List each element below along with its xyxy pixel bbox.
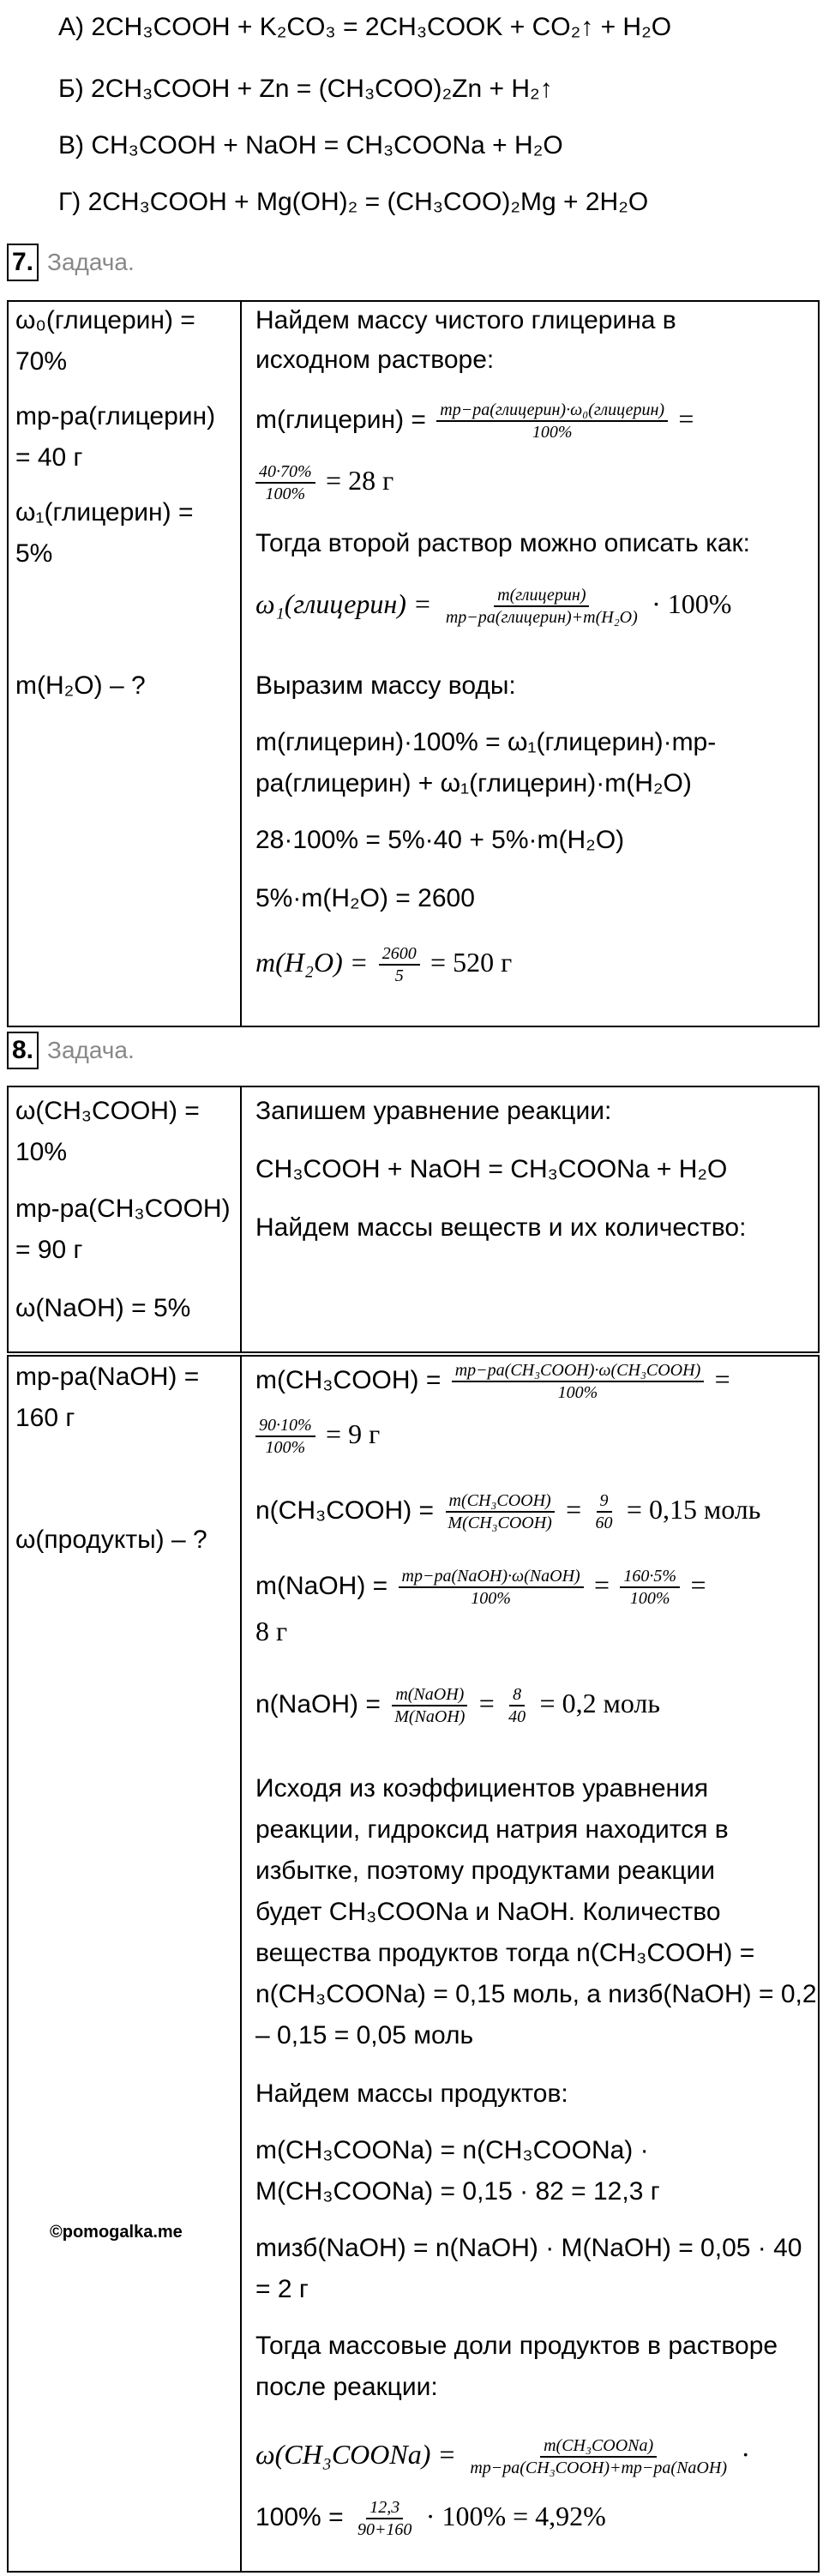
paragraph-line: – 0,15 = 0,05 моль xyxy=(255,2021,474,2049)
numerator: mр−ра(CH₃COOH)·ω(CH₃COOH) xyxy=(452,1360,705,1382)
result: 8 г xyxy=(255,1616,288,1646)
formula-tail: · xyxy=(741,2438,750,2470)
watermark: ©pomogalka.me xyxy=(50,2223,183,2242)
given-mass-naoh: mр-ра(NaOH) = xyxy=(15,1363,200,1391)
given-column xyxy=(9,302,242,1026)
reaction-b: Б) 2CH₃COOH + Zn = (CH₃COO)₂Zn + H₂↑ xyxy=(58,75,553,103)
denominator: 100% xyxy=(265,485,306,503)
fraction xyxy=(255,461,315,504)
solution-line: исходном растворе: xyxy=(255,346,495,374)
solution-line: Найдем массы веществ и их количество: xyxy=(255,1213,747,1242)
equals: = xyxy=(678,402,694,434)
formula-mass-glycerin xyxy=(255,400,694,442)
solution-line: Тогда второй раствор можно описать как: xyxy=(255,529,751,557)
denominator: M(NaOH) xyxy=(394,1707,466,1726)
fraction xyxy=(255,1415,315,1458)
denominator: 100% xyxy=(629,1589,670,1608)
reaction-g: Г) 2CH₃COOH + Mg(OH)₂ = (CH₃COO)₂Mg + 2H₂O xyxy=(58,188,649,216)
result: = 0,2 моль xyxy=(539,1687,660,1718)
solution-line: M(CH₃COONa) = 0,15 · 82 = 12,3 г xyxy=(255,2177,660,2206)
result: = 9 г xyxy=(326,1417,381,1449)
formula-lhs: n(NaOH) = xyxy=(255,1689,381,1718)
solution-line: 28·100% = 5%·40 + 5%·m(H₂O) xyxy=(255,826,625,854)
reaction-a: А) 2CH₃COOH + K₂CO₃ = 2CH₃COOK + CO₂↑ + H₂O xyxy=(58,13,672,41)
formula-n-acid: n(CH₃COOH) = $\frac{\text{m(CH₃COOH)}}{\text{M(CH₃COOH)}}$ = $\frac{9}{60}$ = 0,15 моль xyxy=(255,1491,761,1532)
given-w-acid: ω(CH₃COOH) = xyxy=(15,1097,200,1125)
denominator: M(CH₃COOH) xyxy=(448,1514,552,1532)
paragraph-line: избытке, поэтому продуктами реакции xyxy=(255,1857,716,1885)
given-mass-naoh-value: 160 г xyxy=(15,1404,75,1432)
fraction xyxy=(452,1360,705,1403)
formula-mass-acid-result xyxy=(255,1415,380,1458)
numerator: 160·5% xyxy=(620,1566,680,1588)
denominator: 100% xyxy=(265,1438,306,1457)
formula-tail: · 100% xyxy=(652,587,732,619)
solution-line: Найдем массу чистого глицерина в xyxy=(255,306,676,334)
fraction xyxy=(354,2497,416,2540)
given-mass-value: = 40 г xyxy=(15,443,83,472)
denominator: mр−ра(глицерин)+m(H₂O) xyxy=(445,608,638,627)
result: = 0,15 моль xyxy=(626,1493,761,1525)
denominator: 100% xyxy=(532,423,573,442)
given-mass-acid-value: = 90 г xyxy=(15,1236,83,1264)
paragraph-line: Исходя из коэффициентов уравнения xyxy=(255,1774,709,1803)
formula-w-product xyxy=(255,2435,750,2478)
given-w1: ω₁(глицерин) = xyxy=(15,498,194,527)
numerator: m(глицерин) xyxy=(494,585,589,607)
formula-mass-naoh: m(NaOH) = $\frac{\text{mр−ра(NaOH)·ω(NaOH)}}{100\%}$ = $\frac{160\cdot 5\%}{100\%}$ = xyxy=(255,1567,706,1608)
find: ω(продукты) – ? xyxy=(15,1526,207,1554)
solution-line: = 2 г xyxy=(255,2275,309,2303)
fraction xyxy=(505,1684,529,1727)
numerator: 9 xyxy=(597,1490,612,1513)
formula-w-product-result xyxy=(255,2497,606,2540)
numerator: m(NaOH) xyxy=(392,1684,467,1706)
given-w0: ω₀(глицерин) = xyxy=(15,306,195,334)
formula-water-mass xyxy=(255,943,512,986)
task-7-header xyxy=(7,243,135,282)
denominator: mр−ра(CH₃COOH)+mр−ра(NaOH) xyxy=(470,2459,727,2477)
numerator: m(CH₃COOH) xyxy=(446,1490,555,1513)
formula-lhs: m(H₂O) = xyxy=(255,946,369,978)
given-column xyxy=(9,1357,242,2571)
reaction-equation: CH₃COOH + NaOH = CH₃COONa + H₂O xyxy=(255,1155,728,1183)
denominator: 40 xyxy=(508,1707,526,1726)
solution-column xyxy=(242,1357,818,2571)
result: = 520 г xyxy=(430,946,513,978)
numerator: mр−ра(NaOH)·ω(NaOH) xyxy=(399,1566,584,1588)
denominator: 60 xyxy=(595,1514,613,1532)
formula-mass-result xyxy=(255,461,393,504)
given-mass: mр-ра(глицерин) xyxy=(15,402,216,430)
solution-column xyxy=(242,302,818,1026)
task-8-table-1 xyxy=(7,1086,820,1353)
task-number: 7. xyxy=(7,244,39,281)
given-w-naoh: ω(NaOH) = 5% xyxy=(15,1294,191,1322)
formula-mass-acid xyxy=(255,1360,730,1403)
task-number: 8. xyxy=(7,1032,39,1069)
numerator: 12,3 xyxy=(366,2497,403,2519)
fraction xyxy=(399,1566,584,1609)
numerator: mр−ра(глицерин)·ω₀(глицерин) xyxy=(436,400,668,422)
given-w1-value: 5% xyxy=(15,539,53,568)
result: = 28 г xyxy=(326,464,394,496)
numerator: 40·70% xyxy=(255,461,315,484)
fraction xyxy=(436,400,668,442)
find: m(H₂O) – ? xyxy=(15,671,146,700)
solution-line: 5%·m(H₂O) = 2600 xyxy=(255,884,475,912)
formula-n-naoh: n(NaOH) = $\frac{\text{m(NaOH)}}{\text{M(NaOH)}}$ = $\frac{8}{40}$ = 0,2 моль xyxy=(255,1685,660,1726)
paragraph-line: реакции, гидроксид натрия находится в xyxy=(255,1815,729,1844)
solution-line: ра(глицерин) + ω₁(глицерин)·m(H₂O) xyxy=(255,769,692,797)
numerator: 2600 xyxy=(379,943,420,966)
solution-line: Тогда массовые доли продуктов в растворе xyxy=(255,2332,778,2360)
task-label: Задача. xyxy=(47,249,135,275)
formula-lhs: ω(CH₃COONa) = xyxy=(255,2438,456,2470)
fraction xyxy=(466,2435,730,2478)
paragraph-line: вещества продуктов тогда n(CH₃COOH) = xyxy=(255,1939,755,1967)
fraction xyxy=(620,1566,680,1609)
solution-line: m(глицерин)·100% = ω₁(глицерин)·mр- xyxy=(255,728,717,756)
given-w-acid-value: 10% xyxy=(15,1138,68,1166)
formula-lhs: m(глицерин) = xyxy=(255,405,426,434)
fraction xyxy=(379,943,420,986)
formula-mass-naoh-result xyxy=(255,1614,287,1650)
denominator: 5 xyxy=(394,966,404,985)
result: · 100% = 4,92% xyxy=(425,2500,606,2531)
fraction xyxy=(391,1684,468,1727)
task-7-table xyxy=(7,300,820,1027)
given-w0-value: 70% xyxy=(15,347,68,376)
formula-w1 xyxy=(255,585,731,628)
paragraph-line: n(CH₃COONa) = 0,15 моль, а nизб(NaOH) = 0,2 xyxy=(255,1980,817,2008)
denominator: 90+160 xyxy=(357,2520,412,2539)
solution-line: mизб(NaOH) = n(NaOH) · M(NaOH) = 0,05 · 40 xyxy=(255,2234,802,2262)
denominator: 100% xyxy=(557,1383,598,1402)
solution-line: Найдем массы продуктов: xyxy=(255,2079,568,2108)
numerator: 8 xyxy=(509,1684,525,1706)
formula-lhs: n(CH₃COOH) = xyxy=(255,1496,435,1525)
numerator: m(CH₃COONa) xyxy=(540,2435,657,2458)
task-8-table-2 xyxy=(7,1355,820,2573)
fraction xyxy=(592,1490,616,1533)
formula-lhs: m(CH₃COOH) = xyxy=(255,1365,442,1394)
numerator: 90·10% xyxy=(255,1415,315,1437)
task-label: Задача. xyxy=(47,1037,135,1063)
given-mass-acid: mр-ра(CH₃COOH) xyxy=(15,1195,231,1223)
solution-column xyxy=(242,1087,818,1351)
fraction xyxy=(444,1490,555,1533)
solution-line: после реакции: xyxy=(255,2373,438,2401)
solution-line: m(CH₃COONa) = n(CH₃COONa) · xyxy=(255,2136,649,2164)
paragraph-line: будет CH₃COONa и NaOH. Количество xyxy=(255,1898,721,1926)
formula-lhs: m(NaOH) = xyxy=(255,1571,388,1600)
formula-lhs: ω₁(глицерин) = xyxy=(255,587,432,619)
fraction xyxy=(442,585,641,628)
given-column xyxy=(9,1087,242,1351)
equals: = xyxy=(714,1363,730,1394)
solution-line: Запишем уравнение реакции: xyxy=(255,1097,612,1125)
formula-lhs: 100% = xyxy=(255,2502,344,2531)
reaction-v: В) CH₃COOH + NaOH = CH₃COONa + H₂O xyxy=(58,131,563,159)
task-8-header xyxy=(7,1031,135,1070)
solution-line: Выразим массу воды: xyxy=(255,671,516,700)
denominator: 100% xyxy=(471,1589,511,1608)
